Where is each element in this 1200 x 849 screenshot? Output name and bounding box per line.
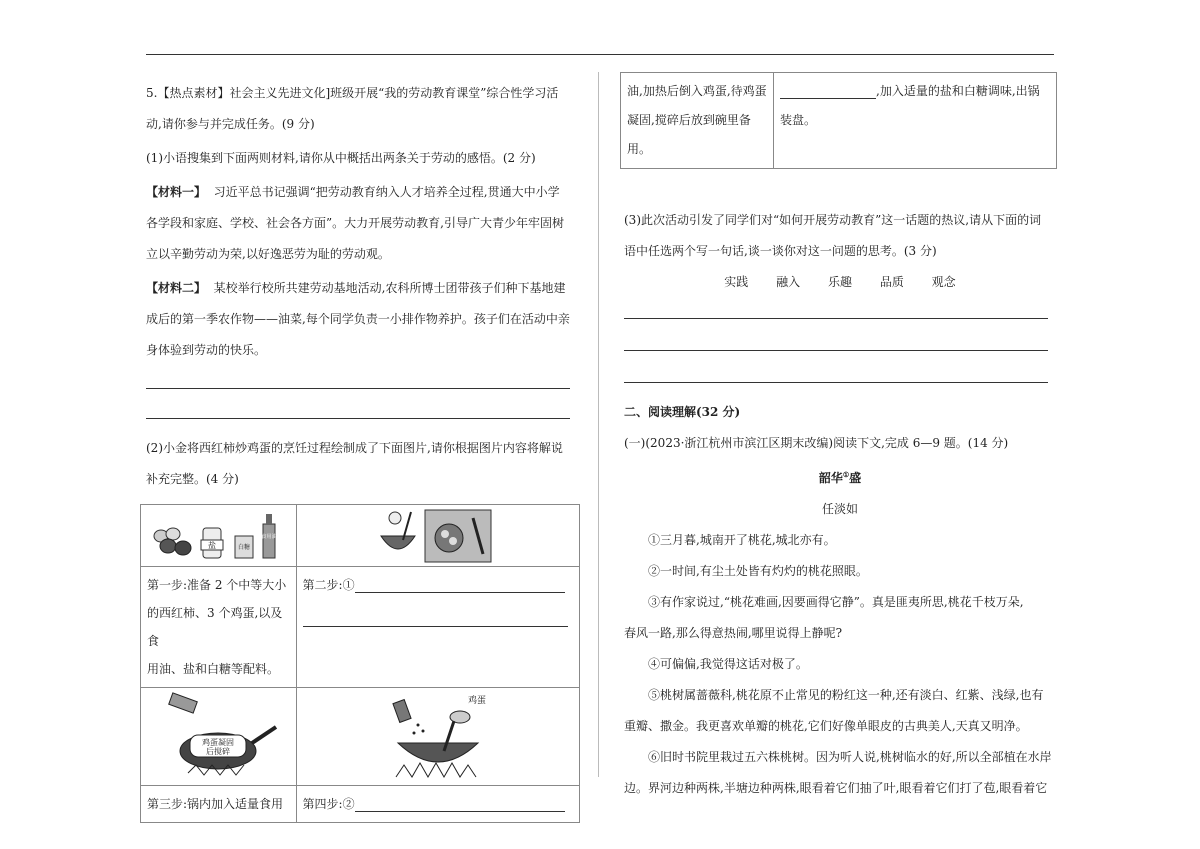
step4-blank[interactable] <box>355 797 565 812</box>
essay-para-6-l1: ⑥旧时书院里栽过五六株桃树。因为听人说,桃树临水的好,所以全部植在水岸 <box>648 750 1052 764</box>
subsection-1-intro: (一)(2023·浙江杭州市滨江区期末改编)阅读下文,完成 6—9 题。(14 分) <box>624 436 1009 450</box>
material2-line1 <box>146 273 570 304</box>
essay-para-6-l2: 边。界河边种两株,半塘边种两株,眼看着它们抽了叶,眼看着它们打了苞,眼看着它 <box>624 781 1048 795</box>
sugar-label: 白糖 <box>238 544 251 551</box>
cell-pan-image <box>141 688 297 786</box>
essay-title-footnote: ① <box>842 470 850 479</box>
answer-line-3[interactable] <box>624 318 1048 319</box>
material2-text1: 某校举行校所共建劳动基地活动,农科所博士团带孩子们种下基地建 <box>213 281 566 295</box>
step2-blank-2[interactable] <box>303 612 568 627</box>
q5-3-line2: 语中任选两个写一句话,谈一谈你对这一问题的思考。(3 分) <box>624 244 937 258</box>
answer-line-2[interactable] <box>146 418 570 419</box>
q5-3-line1: (3)此次活动引发了同学们对“如何开展劳动教育”这一话题的热议,请从下面的词 <box>624 213 1042 227</box>
answer-line-4[interactable] <box>624 350 1048 351</box>
material1-line1 <box>146 177 570 208</box>
q5-2-line1: (2)小金将西红柿炒鸡蛋的烹饪过程绘制成了下面图片,请你根据图片内容将解说 <box>146 441 563 455</box>
step4-label: 第四步:② <box>302 797 355 811</box>
word-options <box>624 267 1056 298</box>
essay-para-4: ④可偏偏,我觉得这话对极了。 <box>648 657 808 671</box>
cell-step4 <box>296 786 579 823</box>
word-option-1: 实践 <box>724 275 749 289</box>
cell-beating-image <box>296 505 579 567</box>
cell-step2 <box>296 567 579 688</box>
wok-illustration <box>297 688 579 784</box>
essay-author: 任淡如 <box>821 502 858 516</box>
step4-cont-line2: 装盘。 <box>780 113 817 127</box>
recipe-table-continued <box>620 72 1057 169</box>
q5-intro-text: 5.【热点素材】社会主义先进文化]班级开展“我的劳动教育课堂”综合性学习活 <box>146 86 559 100</box>
step2-label: 第二步:① <box>302 578 355 592</box>
step1-line2: 的西红柿、3 个鸡蛋,以及食 <box>147 606 283 648</box>
essay-para-5-l1: ⑤桃树属蔷薇科,桃花原不止常见的粉红这一种,还有淡白、红紫、浅绿,也有 <box>648 688 1044 702</box>
word-option-3: 乐趣 <box>827 275 852 289</box>
step4-cont-blank[interactable] <box>780 84 876 99</box>
step3-cont-line1: 油,加热后倒入鸡蛋,待鸡蛋 <box>627 84 767 98</box>
cell-step3 <box>141 786 297 823</box>
material2-tag: 【材料二】 <box>146 281 207 295</box>
word-option-4: 品质 <box>879 275 904 289</box>
essay-title-b: 盛 <box>849 471 862 485</box>
material1-text1: 习近平总书记强调“把劳动教育纳入人才培养全过程,贯通大中小学 <box>213 185 560 199</box>
beating-eggs-illustration <box>297 505 579 565</box>
top-rule <box>146 54 1054 55</box>
pan-illustration <box>141 688 296 784</box>
salt-label: 盐 <box>208 541 217 550</box>
step1-line3: 用油、盐和白糖等配料。 <box>147 662 280 676</box>
word-option-5: 观念 <box>931 275 956 289</box>
ingredients-illustration <box>141 505 296 565</box>
essay-para-3-l1: ③有作家说过,“桃花难画,因要画得它静”。真是匪夷所思,桃花千枝万朵, <box>648 595 1024 609</box>
egg-label: 鸡蛋 <box>467 696 486 706</box>
material1-tag: 【材料一】 <box>146 185 207 199</box>
step3-cont-line2: 凝固,搅碎后放到碗里备用。 <box>627 113 751 156</box>
q5-intro-line1 <box>146 78 570 109</box>
oil-label: 食用油 <box>261 534 277 540</box>
q5-intro-line2: 动,请你参与并完成任务。(9 分) <box>146 117 315 131</box>
cell-step4-cont <box>774 73 1057 169</box>
essay-para-1: ①三月暮,城南开了桃花,城北亦有。 <box>648 533 836 547</box>
essay-title-a: 韶华 <box>818 471 843 485</box>
material2-line3: 身体验到劳动的快乐。 <box>146 343 267 357</box>
material1-line2: 各学段和家庭、学校、社会各方面”。大力开展劳动教育,引导广大青少年牢固树 <box>146 216 564 230</box>
cell-step1 <box>141 567 297 688</box>
essay-para-2: ②一时间,有尘土处皆有灼灼的桃花照眼。 <box>648 564 868 578</box>
word-option-2: 融入 <box>776 275 801 289</box>
essay-title <box>624 459 1056 494</box>
material2-line2: 成后的第一季农作物——油菜,每个同学负责一小排作物养护。孩子们在活动中亲 <box>146 312 570 326</box>
pan-label-l2: 后搅碎 <box>206 747 231 756</box>
cell-wok-image <box>296 688 579 786</box>
cell-step3-cont <box>621 73 774 169</box>
essay-para-3-l2: 春风一路,那么得意热闹,哪里说得上静呢? <box>624 626 843 640</box>
q5-2-line2: 补充完整。(4 分) <box>146 472 239 486</box>
answer-line-1[interactable] <box>146 388 570 389</box>
essay-para-5-l2: 重瓣、撒金。我更喜欢单瓣的桃花,它们好像单眼皮的古典美人,天真又明净。 <box>624 719 1028 733</box>
step1-line1: 第一步:准备 2 个中等大小 <box>147 578 287 592</box>
step4-cont-text: ,加入适量的盐和白糖调味,出锅 <box>876 84 1040 98</box>
q5-1-prompt: (1)小语搜集到下面两则材料,请你从中概括出两条关于劳动的感悟。(2 分) <box>146 151 536 165</box>
recipe-table <box>140 504 580 823</box>
material1-line3: 立以辛勤劳动为荣,以好逸恶劳为耻的劳动观。 <box>146 247 390 261</box>
left-column <box>146 78 570 823</box>
pan-label-l1: 鸡蛋凝固 <box>202 738 235 747</box>
section-2-heading: 二、阅读理解(32 分) <box>624 405 741 419</box>
step3-text: 第三步:锅内加入适量食用 <box>147 797 284 811</box>
cell-ingredients-image <box>141 505 297 567</box>
answer-line-5[interactable] <box>624 382 1048 383</box>
column-divider <box>598 72 599 777</box>
step2-blank-1[interactable] <box>355 578 565 593</box>
right-column <box>624 72 1056 804</box>
